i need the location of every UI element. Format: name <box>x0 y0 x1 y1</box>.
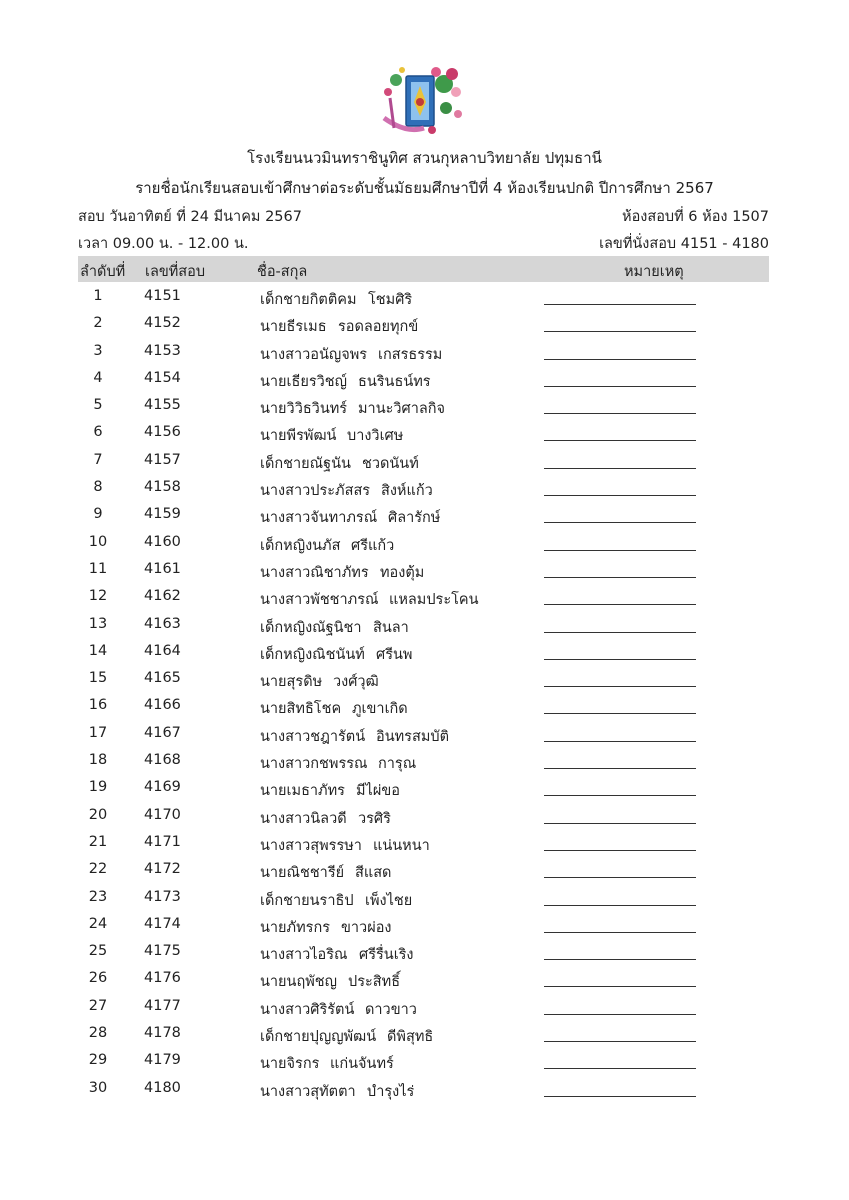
student-first-name: นายเมธาภัทร <box>260 783 345 800</box>
exam-id: 4168 <box>144 752 181 769</box>
school-name: โรงเรียนนวมินทราชินูทิศ สวนกุหลาบวิทยาลัย ปทุมธานี <box>247 149 602 167</box>
order-number: 21 <box>88 833 108 850</box>
remark-blank-line <box>544 440 696 441</box>
student-first-name: นางสาวประภัสสร <box>260 483 371 500</box>
header-full-name: ชื่อ-สกุล <box>257 264 308 280</box>
table-row <box>78 421 769 448</box>
student-first-name: นายสุรดิษ <box>260 674 323 691</box>
student-last-name: รอดลอยทุกข์ <box>338 319 419 336</box>
table-row <box>78 476 769 503</box>
remark-blank-line <box>544 823 696 824</box>
student-last-name: บำรุงไร่ <box>367 1083 415 1100</box>
table-row <box>78 613 769 640</box>
exam-id: 4170 <box>144 806 181 823</box>
student-last-name: สินลา <box>373 619 409 636</box>
remark-blank-line <box>544 686 696 687</box>
student-first-name: นายสิทธิโชค <box>260 701 342 718</box>
order-number: 13 <box>88 615 108 632</box>
table-row <box>78 804 769 831</box>
student-last-name: ดาวขาว <box>365 1001 417 1018</box>
table-row <box>78 722 769 749</box>
exam-id: 4161 <box>144 560 181 577</box>
order-number: 18 <box>88 752 108 769</box>
student-first-name: นางสาวสุพรรษา <box>260 837 362 854</box>
student-first-name: นางสาวศิริรัตน์ <box>260 1001 355 1018</box>
exam-id: 4164 <box>144 642 181 659</box>
exam-id: 4156 <box>144 424 181 441</box>
student-last-name: แก่นจันทร์ <box>330 1056 394 1073</box>
table-row <box>78 913 769 940</box>
student-last-name: ดีพิสุทธิ <box>387 1029 434 1046</box>
table-row <box>78 1049 769 1076</box>
student-last-name: เกสรธรรม <box>378 346 443 363</box>
header-order-number: ลำดับที่ <box>80 264 126 280</box>
order-number: 11 <box>88 560 108 577</box>
exam-id: 4169 <box>144 779 181 796</box>
remark-blank-line <box>544 850 696 851</box>
student-first-name: เด็กชายณัฐนัน <box>260 455 351 472</box>
order-number: 7 <box>93 451 103 468</box>
remark-blank-line <box>544 413 696 414</box>
student-last-name: ประสิทธิ์ <box>348 974 401 991</box>
table-row <box>78 967 769 994</box>
exam-id: 4163 <box>144 615 181 632</box>
exam-id: 4165 <box>144 670 181 687</box>
table-row <box>78 285 769 312</box>
table-row <box>78 367 769 394</box>
order-number: 19 <box>88 779 108 796</box>
student-first-name: นางสาวชฎารัตน์ <box>260 728 366 745</box>
student-last-name: ศรีรื่นเริง <box>359 947 414 964</box>
remark-blank-line <box>544 795 696 796</box>
table-row <box>78 340 769 367</box>
table-row <box>78 749 769 776</box>
exam-id: 4157 <box>144 451 181 468</box>
order-number: 22 <box>88 861 108 878</box>
exam-id: 4178 <box>144 1025 181 1042</box>
exam-id: 4166 <box>144 697 181 714</box>
student-first-name: นางสาวอนัญจพร <box>260 346 368 363</box>
list-title: รายชื่อนักเรียนสอบเข้าศึกษาต่อระดับชั้นมัธยมศึกษาปีที่ 4 ห้องเรียนปกติ ปีการศึกษา 2567 <box>135 179 714 197</box>
order-number: 30 <box>88 1079 108 1096</box>
student-first-name: นางสาวพัชชาภรณ์ <box>260 592 379 609</box>
exam-id: 4158 <box>144 479 181 496</box>
student-last-name: ศรีนพ <box>376 646 413 663</box>
remark-blank-line <box>544 304 696 305</box>
remark-blank-line <box>544 713 696 714</box>
table-row <box>78 886 769 913</box>
order-number: 1 <box>93 288 103 304</box>
order-number: 26 <box>88 970 108 987</box>
exam-time: เวลา 09.00 น. - 12.00 น. <box>78 236 249 252</box>
order-number: 16 <box>88 697 108 714</box>
exam-id: 4167 <box>144 724 181 741</box>
student-table <box>78 285 769 1104</box>
student-first-name: นางสาวกชพรรณ <box>260 756 368 773</box>
student-first-name: นางสาวณิชาภัทร <box>260 564 369 581</box>
exam-id: 4176 <box>144 970 181 987</box>
student-last-name: สีแสด <box>355 865 392 882</box>
header-remarks: หมายเหตุ <box>624 264 684 280</box>
table-row <box>78 995 769 1022</box>
remark-blank-line <box>544 604 696 605</box>
table-row <box>78 667 769 694</box>
student-first-name: นางสาวนิลวดี <box>260 810 347 827</box>
exam-id: 4162 <box>144 588 181 605</box>
order-number: 10 <box>88 533 108 550</box>
order-number: 2 <box>93 315 103 332</box>
student-last-name: ภูเขาเกิด <box>352 701 408 718</box>
table-row <box>78 585 769 612</box>
table-row <box>78 640 769 667</box>
student-last-name: แน่นหนา <box>373 837 430 854</box>
table-row <box>78 831 769 858</box>
student-first-name: เด็กชายนราธิป <box>260 892 354 909</box>
order-number: 28 <box>88 1025 108 1042</box>
student-last-name: วงศ์วุฒิ <box>333 674 379 691</box>
school-emblem-logo <box>372 62 468 140</box>
remark-blank-line <box>544 659 696 660</box>
exam-id: 4160 <box>144 533 181 550</box>
order-number: 23 <box>88 888 108 905</box>
seat-range: เลขที่นั่งสอบ 4151 - 4180 <box>599 236 769 252</box>
header-exam-id: เลขที่สอบ <box>145 264 206 280</box>
remark-blank-line <box>544 959 696 960</box>
remark-blank-line <box>544 522 696 523</box>
table-row <box>78 940 769 967</box>
student-last-name: มีไผ่ขอ <box>356 783 400 800</box>
table-row <box>78 449 769 476</box>
table-row <box>78 503 769 530</box>
student-last-name: ศิลารักษ์ <box>388 510 441 527</box>
student-last-name: เพ็งไชย <box>365 892 413 909</box>
order-number: 5 <box>93 397 103 414</box>
order-number: 3 <box>93 342 103 359</box>
student-last-name: ทองตุ้ม <box>380 564 425 581</box>
order-number: 20 <box>88 806 108 823</box>
table-row <box>78 694 769 721</box>
student-last-name: แหลมประโคน <box>389 592 479 609</box>
student-first-name: นายวิวิธวินทร์ <box>260 401 348 418</box>
remark-blank-line <box>544 1014 696 1015</box>
student-last-name: ชวดนันท์ <box>362 455 419 472</box>
exam-id: 4151 <box>144 288 181 304</box>
remark-blank-line <box>544 1041 696 1042</box>
table-row <box>78 776 769 803</box>
order-number: 27 <box>88 997 108 1014</box>
order-number: 25 <box>88 943 108 960</box>
order-number: 4 <box>93 369 103 386</box>
student-last-name: ศรีแก้ว <box>351 537 395 554</box>
order-number: 24 <box>88 915 108 932</box>
exam-id: 4159 <box>144 506 181 523</box>
remark-blank-line <box>544 986 696 987</box>
student-first-name: นายภัทรกร <box>260 919 331 936</box>
exam-id: 4152 <box>144 315 181 332</box>
table-row <box>78 394 769 421</box>
remark-blank-line <box>544 1068 696 1069</box>
student-last-name: บางวิเศษ <box>347 428 404 445</box>
student-first-name: นายณิชชารีย์ <box>260 865 345 882</box>
remark-blank-line <box>544 468 696 469</box>
exam-id: 4180 <box>144 1079 181 1096</box>
remark-blank-line <box>544 632 696 633</box>
remark-blank-line <box>544 495 696 496</box>
order-number: 29 <box>88 1052 108 1069</box>
order-number: 15 <box>88 670 108 687</box>
student-first-name: นายนฤพัชญ <box>260 974 337 991</box>
student-first-name: นายจิรกร <box>260 1056 320 1073</box>
table-row <box>78 1077 769 1104</box>
student-first-name: นายพีรพัฒน์ <box>260 428 337 445</box>
remark-blank-line <box>544 877 696 878</box>
remark-blank-line <box>544 577 696 578</box>
student-first-name: เด็กชายปุญญพัฒน์ <box>260 1029 377 1046</box>
order-number: 6 <box>93 424 103 441</box>
student-last-name: การุณ <box>378 756 417 773</box>
order-number: 17 <box>88 724 108 741</box>
exam-id: 4154 <box>144 369 181 386</box>
student-last-name: โชมศิริ <box>368 292 413 308</box>
remark-blank-line <box>544 768 696 769</box>
table-row <box>78 531 769 558</box>
exam-id: 4155 <box>144 397 181 414</box>
table-row <box>78 558 769 585</box>
exam-id: 4177 <box>144 997 181 1014</box>
student-first-name: เด็กหญิงณิชนันท์ <box>260 646 365 663</box>
table-row <box>78 1022 769 1049</box>
exam-id: 4174 <box>144 915 181 932</box>
table-row <box>78 312 769 339</box>
exam-id: 4179 <box>144 1052 181 1069</box>
exam-id: 4175 <box>144 943 181 960</box>
remark-blank-line <box>544 550 696 551</box>
remark-blank-line <box>544 359 696 360</box>
student-first-name: เด็กหญิงนภัส <box>260 537 341 554</box>
student-first-name: นายเธียรวิชญ์ <box>260 373 347 390</box>
exam-id: 4172 <box>144 861 181 878</box>
student-last-name: สิงห์แก้ว <box>381 483 433 500</box>
table-header <box>78 256 769 282</box>
student-first-name: นางสาวจันทาภรณ์ <box>260 510 378 527</box>
student-first-name: เด็กหญิงณัฐนิชา <box>260 619 362 636</box>
exam-id: 4153 <box>144 342 181 359</box>
remark-blank-line <box>544 386 696 387</box>
exam-date: สอบ วันอาทิตย์ ที่ 24 มีนาคม 2567 <box>78 209 302 225</box>
exam-id: 4171 <box>144 833 181 850</box>
exam-id: 4173 <box>144 888 181 905</box>
student-last-name: วรศิริ <box>358 810 391 827</box>
remark-blank-line <box>544 741 696 742</box>
student-last-name: ขาวผ่อง <box>341 919 392 936</box>
remark-blank-line <box>544 331 696 332</box>
remark-blank-line <box>544 932 696 933</box>
student-first-name: นางสาวสุทัตตา <box>260 1083 356 1100</box>
table-row <box>78 858 769 885</box>
exam-room: ห้องสอบที่ 6 ห้อง 1507 <box>622 209 769 225</box>
student-last-name: มานะวิศาลกิจ <box>358 401 446 418</box>
student-first-name: นายธีรเมธ <box>260 319 327 336</box>
order-number: 14 <box>88 642 108 659</box>
student-last-name: อินทรสมบัติ <box>376 728 449 745</box>
student-first-name: เด็กชายกิตติคม <box>260 292 357 308</box>
student-first-name: นางสาวไอริณ <box>260 947 348 964</box>
order-number: 9 <box>93 506 103 523</box>
order-number: 8 <box>93 479 103 496</box>
remark-blank-line <box>544 1096 696 1097</box>
remark-blank-line <box>544 905 696 906</box>
order-number: 12 <box>88 588 108 605</box>
student-last-name: ธนรินธน์ทร <box>358 373 431 390</box>
